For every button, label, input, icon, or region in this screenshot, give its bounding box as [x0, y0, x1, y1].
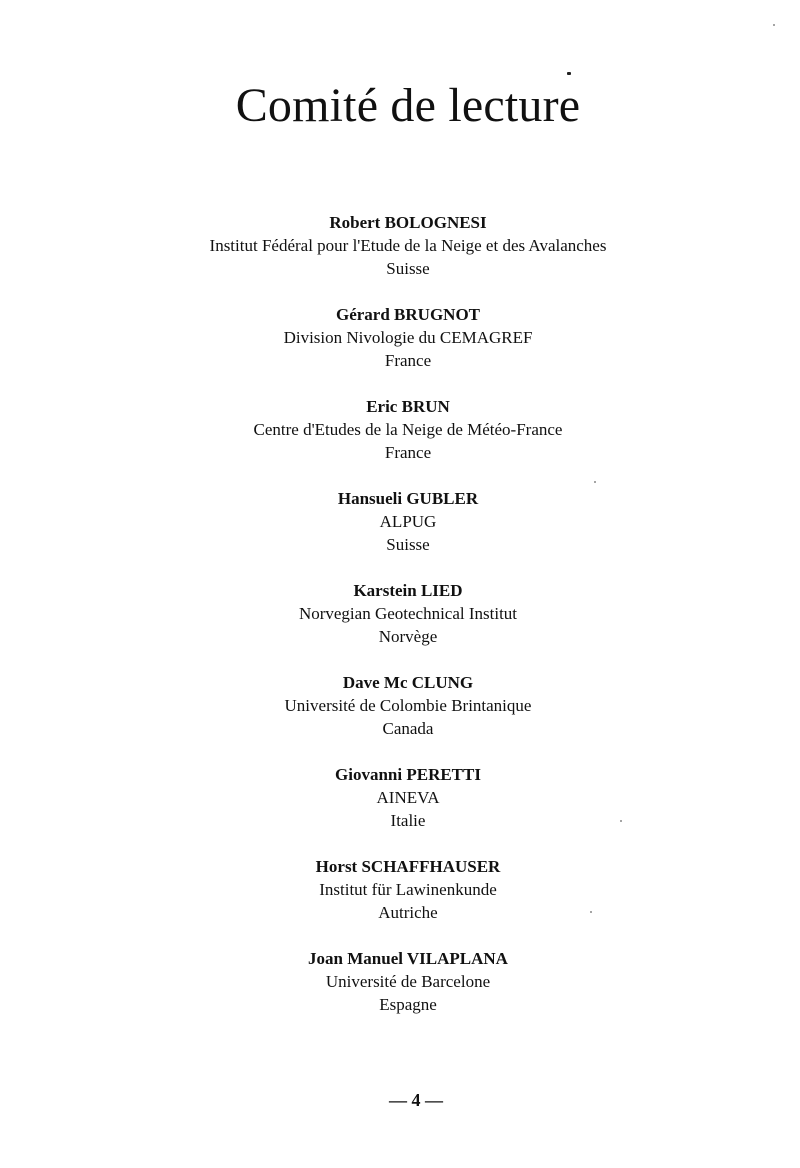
committee-member	[0, 211, 800, 303]
scan-speck	[594, 481, 596, 483]
committee-list	[0, 211, 800, 1039]
scan-speck	[773, 24, 775, 26]
committee-member	[0, 579, 800, 671]
scan-speck	[567, 72, 571, 75]
member-name: Robert BOLOGNESI	[329, 213, 487, 232]
member-country: Autriche	[378, 903, 438, 922]
member-name: Gérard BRUGNOT	[335, 305, 481, 324]
member-affiliation: Institut für Lawinenkunde	[319, 880, 497, 899]
committee-member	[0, 303, 800, 395]
scan-speck	[590, 911, 592, 913]
page-title: Comité de lecture	[235, 79, 581, 132]
member-name: Giovanni PERETTI	[335, 765, 481, 784]
member-affiliation: ALPUG	[379, 512, 437, 531]
committee-member	[0, 763, 800, 855]
member-name: Horst SCHAFFHAUSER	[315, 857, 501, 876]
scan-speck	[620, 820, 622, 822]
page-number: — 4 —	[389, 1090, 443, 1110]
member-name: Joan Manuel VILAPLANA	[308, 949, 508, 968]
member-country: Norvège	[378, 627, 438, 646]
member-affiliation: Université de Colombie Brintanique	[284, 696, 532, 715]
member-name: Hansueli GUBLER	[337, 489, 479, 508]
member-affiliation: Centre d'Etudes de la Neige de Météo-France	[253, 420, 563, 439]
member-affiliation: Norvegian Geotechnical Institut	[298, 604, 518, 623]
committee-member	[0, 855, 800, 947]
member-country: Suisse	[386, 535, 430, 554]
member-country: Espagne	[379, 995, 437, 1014]
member-affiliation: Université de Barcelone	[325, 972, 491, 991]
member-name: Dave Mc CLUNG	[342, 673, 474, 692]
member-affiliation: Institut Fédéral pour l'Etude de la Neige et des Avalanches	[209, 236, 607, 255]
member-affiliation: Division Nivologie du CEMAGREF	[283, 328, 533, 347]
member-name: Karstein LIED	[353, 581, 463, 600]
member-country: France	[384, 351, 432, 370]
member-country: Suisse	[386, 259, 430, 278]
member-name: Eric BRUN	[366, 397, 450, 416]
committee-member	[0, 947, 800, 1039]
committee-member	[0, 671, 800, 763]
member-country: Italie	[390, 811, 426, 830]
committee-member	[0, 487, 800, 579]
member-country: Canada	[382, 719, 434, 738]
committee-member	[0, 395, 800, 487]
member-affiliation: AINEVA	[376, 788, 440, 807]
member-country: France	[384, 443, 432, 462]
